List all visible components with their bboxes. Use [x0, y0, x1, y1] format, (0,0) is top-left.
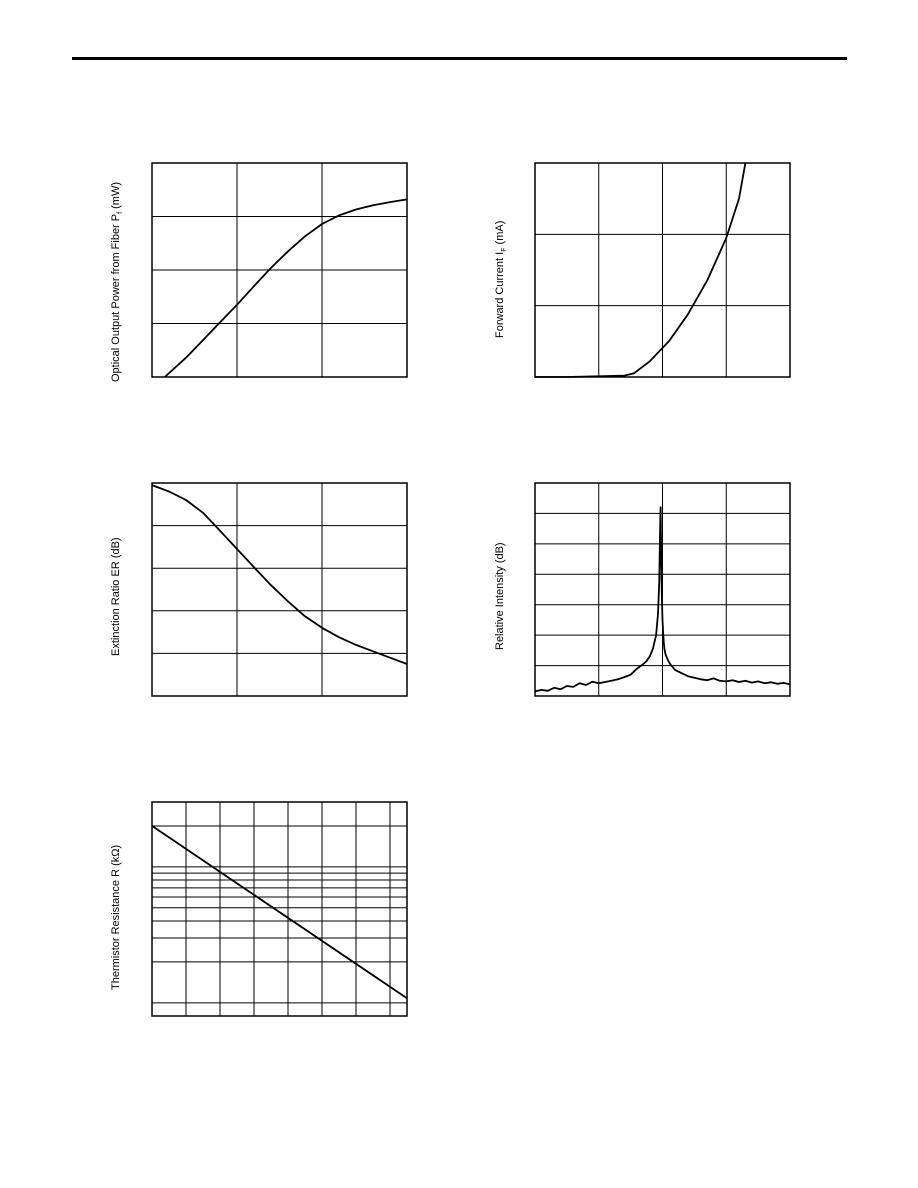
- series-line: [165, 199, 407, 377]
- header-rule: [72, 57, 847, 60]
- ylabel-relative-intensity: Relative Intensity (dB): [494, 542, 506, 650]
- ylabel-thermistor-resistance: Thermistor Resistance R (kΩ): [110, 844, 122, 990]
- plot-frame: [535, 483, 790, 696]
- series-line: [535, 507, 790, 691]
- plot-frame: [152, 802, 407, 1016]
- ylabel-extinction-ratio: Extinction Ratio ER (dB): [110, 537, 122, 656]
- ylabel-optical-power: Optical Output Power from Fiber $P_f$ (mW): [110, 181, 125, 382]
- plot-frame: [152, 163, 407, 377]
- series-line: [152, 826, 407, 998]
- plot-frame: [535, 163, 790, 377]
- plot-frame: [152, 483, 407, 696]
- ylabel-forward-current: Forward Current $I_F$ (mA): [494, 220, 509, 338]
- series-line: [535, 163, 745, 377]
- series-line: [152, 485, 407, 664]
